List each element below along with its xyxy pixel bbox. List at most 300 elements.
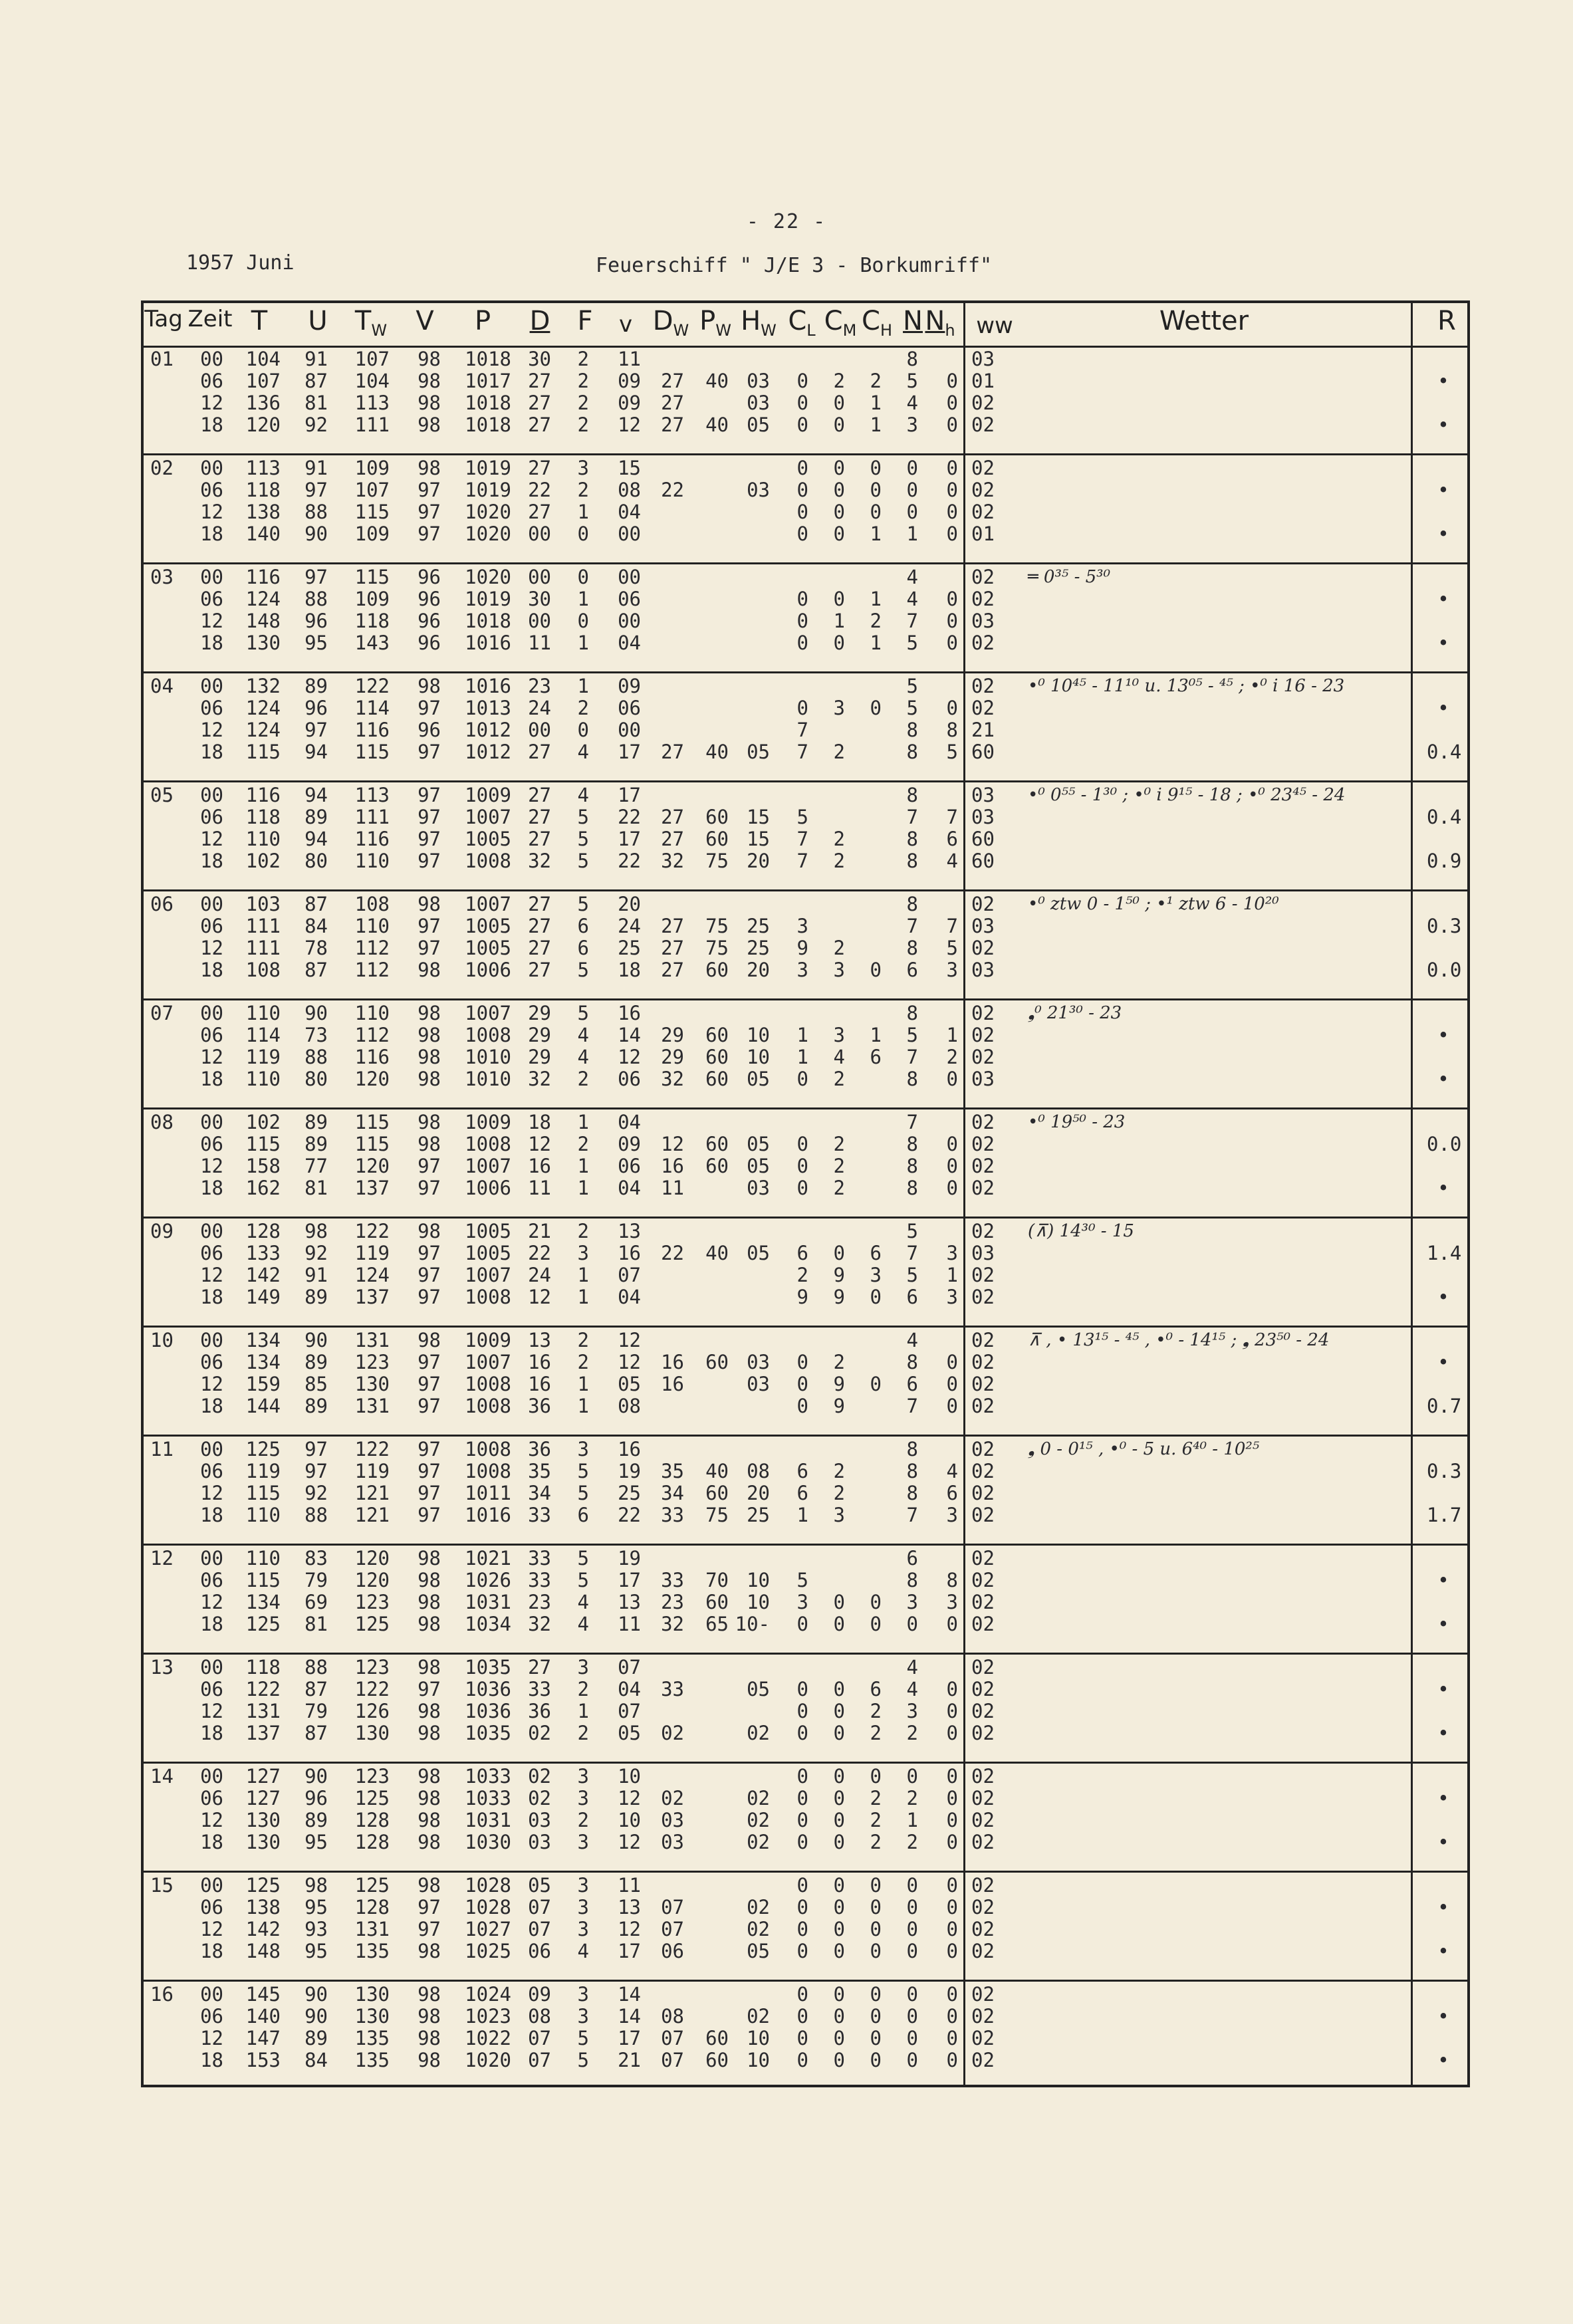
cell-p: 1006 xyxy=(465,1177,511,1199)
cell-p: 1027 xyxy=(465,1918,511,1940)
cell-t: 118 xyxy=(245,479,281,501)
cell-ch: 2 xyxy=(870,1831,882,1853)
cell-t: 125 xyxy=(245,1874,281,1897)
cell-zeit: 18 xyxy=(200,1831,223,1853)
cell-v: 98 xyxy=(418,1874,441,1897)
col-header-nh: $N_h$ xyxy=(925,306,955,340)
table-row xyxy=(144,915,1467,937)
cell-nh: 3 xyxy=(946,1504,958,1526)
cell-p: 1012 xyxy=(465,741,511,763)
cell-pw: 60 xyxy=(705,1068,729,1090)
cell-d: 06 xyxy=(528,1940,551,1962)
day-block xyxy=(144,1327,1467,1436)
cell-p: 1025 xyxy=(465,1940,511,1962)
cell-tw: 109 xyxy=(354,457,390,479)
cell-cl: 0 xyxy=(796,1787,808,1809)
cell-t: 138 xyxy=(245,501,281,523)
cell-wetter: •⁰ ztw 0 - 1⁵⁰ ; •¹ ztw 6 - 10²⁰ xyxy=(1028,894,1279,914)
cell-tw: 120 xyxy=(354,1547,390,1569)
day-block xyxy=(144,564,1467,673)
cell-u: 89 xyxy=(304,1286,328,1308)
cell-n: 8 xyxy=(906,741,918,763)
cell-v: 98 xyxy=(418,2005,441,2028)
cell-p: 1010 xyxy=(465,1046,511,1068)
cell-ww: 02 xyxy=(971,2049,995,2071)
cell-cl: 6 xyxy=(796,1242,808,1264)
cell-u: 97 xyxy=(304,1438,328,1460)
cell-f: 1 xyxy=(577,1700,589,1722)
cell-p: 1019 xyxy=(465,479,511,501)
cell-ch: 0 xyxy=(870,501,882,523)
table-row xyxy=(144,719,1467,741)
cell-tw: 135 xyxy=(354,1940,390,1962)
cell-cm: 0 xyxy=(833,2005,845,2028)
cell-ch: 2 xyxy=(870,1700,882,1722)
table-row xyxy=(144,1569,1467,1591)
cell-d: 27 xyxy=(528,392,551,414)
cell-ch: 0 xyxy=(870,959,882,981)
cell-vv: 10 xyxy=(618,1809,641,1831)
cell-p: 1007 xyxy=(465,1155,511,1177)
cell-hw: 02 xyxy=(747,1918,770,1940)
col-header-d: D xyxy=(529,306,550,336)
cell-zeit: 00 xyxy=(200,784,223,806)
cell-f: 5 xyxy=(577,1460,589,1482)
cell-n: 4 xyxy=(906,1656,918,1679)
cell-d: 27 xyxy=(528,893,551,915)
cell-n: 5 xyxy=(906,632,918,654)
cell-hw: 05 xyxy=(747,1678,770,1700)
cell-v: 96 xyxy=(418,566,441,588)
cell-dw: 11 xyxy=(661,1177,684,1199)
cell-u: 89 xyxy=(304,1395,328,1417)
cell-n: 7 xyxy=(906,1395,918,1417)
cell-v: 98 xyxy=(418,1111,441,1133)
cell-ww: 02 xyxy=(971,1155,995,1177)
cell-p: 1010 xyxy=(465,1068,511,1090)
cell-u: 81 xyxy=(304,1177,328,1199)
cell-f: 5 xyxy=(577,1002,589,1024)
cell-v: 97 xyxy=(418,501,441,523)
cell-cm: 0 xyxy=(833,1896,845,1918)
day-separator xyxy=(144,1653,1467,1655)
cell-t: 120 xyxy=(245,413,281,436)
cell-zeit: 18 xyxy=(200,1940,223,1962)
cell-d: 32 xyxy=(528,850,551,872)
cell-p: 1018 xyxy=(465,413,511,436)
cell-n: 5 xyxy=(906,1264,918,1286)
cell-nh: 0 xyxy=(946,1177,958,1199)
table-row xyxy=(144,2028,1467,2049)
cell-t: 124 xyxy=(245,719,281,741)
cell-pw: 60 xyxy=(705,2049,729,2071)
cell-hw: 02 xyxy=(747,1722,770,1744)
day-separator xyxy=(144,1217,1467,1219)
cell-nh: 0 xyxy=(946,370,958,392)
cell-nh: 0 xyxy=(946,1918,958,1940)
cell-f: 2 xyxy=(577,370,589,392)
cell-r: 0.0 xyxy=(1427,959,1462,981)
cell-d: 16 xyxy=(528,1155,551,1177)
cell-nh: 0 xyxy=(946,1373,958,1395)
cell-hw: 15 xyxy=(747,806,770,828)
cell-n: 5 xyxy=(906,1024,918,1046)
cell-tw: 109 xyxy=(354,588,390,610)
cell-p: 1035 xyxy=(465,1722,511,1744)
cell-vv: 18 xyxy=(618,959,641,981)
cell-r: • xyxy=(1437,523,1449,545)
cell-dw: 27 xyxy=(661,937,684,959)
cell-f: 0 xyxy=(577,523,589,545)
cell-f: 2 xyxy=(577,1329,589,1351)
cell-cl: 5 xyxy=(796,1569,808,1591)
cell-vv: 17 xyxy=(618,2027,641,2049)
cell-zeit: 00 xyxy=(200,1002,223,1024)
table-row xyxy=(144,1177,1467,1199)
cell-cm: 2 xyxy=(833,937,845,959)
cell-ww: 02 xyxy=(971,2005,995,2028)
cell-nh: 6 xyxy=(946,1482,958,1504)
cell-cm: 0 xyxy=(833,2027,845,2049)
cell-dw: 27 xyxy=(661,741,684,763)
cell-dw: 29 xyxy=(661,1046,684,1068)
cell-t: 158 xyxy=(245,1155,281,1177)
cell-f: 2 xyxy=(577,392,589,414)
cell-hw: 20 xyxy=(747,850,770,872)
cell-d: 22 xyxy=(528,479,551,501)
cell-v: 97 xyxy=(418,1896,441,1918)
day-block xyxy=(144,1872,1467,1981)
cell-vv: 14 xyxy=(618,2005,641,2028)
cell-zeit: 12 xyxy=(200,937,223,959)
cell-cl: 0 xyxy=(796,1395,808,1417)
cell-cm: 3 xyxy=(833,697,845,719)
table-row xyxy=(144,501,1467,523)
day-separator xyxy=(144,1326,1467,1328)
cell-dw: 33 xyxy=(661,1504,684,1526)
cell-nh: 0 xyxy=(946,1155,958,1177)
cell-r: • xyxy=(1437,1569,1449,1591)
cell-t: 110 xyxy=(245,1002,281,1024)
cell-cl: 0 xyxy=(796,1765,808,1788)
cell-f: 5 xyxy=(577,2049,589,2071)
cell-v: 98 xyxy=(418,1700,441,1722)
table-row xyxy=(144,392,1467,414)
cell-ww: 02 xyxy=(971,1220,995,1242)
cell-zeit: 00 xyxy=(200,566,223,588)
cell-dw: 07 xyxy=(661,2027,684,2049)
cell-vv: 07 xyxy=(618,1656,641,1679)
cell-r: • xyxy=(1437,697,1449,719)
cell-cl: 6 xyxy=(796,1482,808,1504)
cell-ww: 60 xyxy=(971,850,995,872)
cell-vv: 12 xyxy=(618,1787,641,1809)
cell-pw: 40 xyxy=(705,1460,729,1482)
cell-v: 97 xyxy=(418,937,441,959)
cell-r: 0.4 xyxy=(1427,741,1462,763)
cell-vv: 11 xyxy=(618,1613,641,1635)
cell-cl: 0 xyxy=(796,370,808,392)
cell-d: 27 xyxy=(528,370,551,392)
cell-t: 110 xyxy=(245,1068,281,1090)
column-header-row xyxy=(144,303,1467,348)
cell-f: 3 xyxy=(577,1874,589,1897)
cell-ch: 0 xyxy=(870,1373,882,1395)
cell-zeit: 12 xyxy=(200,501,223,523)
cell-ww: 02 xyxy=(971,893,995,915)
cell-f: 3 xyxy=(577,1831,589,1853)
cell-v: 97 xyxy=(418,1286,441,1308)
cell-f: 4 xyxy=(577,1591,589,1613)
header-date: 1957 Juni xyxy=(186,251,295,275)
cell-hw: 05 xyxy=(747,741,770,763)
col-header-hw: $H_W$ xyxy=(741,306,777,340)
cell-dw: 32 xyxy=(661,1613,684,1635)
cell-nh: 4 xyxy=(946,850,958,872)
cell-nh: 1 xyxy=(946,1024,958,1046)
cell-d: 27 xyxy=(528,413,551,436)
cell-vv: 12 xyxy=(618,413,641,436)
cell-vv: 13 xyxy=(618,1220,641,1242)
cell-hw: 02 xyxy=(747,1787,770,1809)
cell-zeit: 18 xyxy=(200,959,223,981)
cell-p: 1008 xyxy=(465,850,511,872)
cell-n: 8 xyxy=(906,1068,918,1090)
cell-wetter: ═ 0³⁵ - 5³⁰ xyxy=(1028,567,1111,587)
cell-u: 89 xyxy=(304,675,328,697)
cell-n: 3 xyxy=(906,413,918,436)
cell-n: 7 xyxy=(906,610,918,632)
table-row xyxy=(144,1242,1467,1264)
day-block xyxy=(144,346,1467,455)
day-label: 11 xyxy=(150,1438,174,1460)
col-header-cm: $C_M$ xyxy=(824,306,857,340)
col-header-cl: $C_L$ xyxy=(788,306,816,340)
cell-pw: 60 xyxy=(705,1046,729,1068)
cell-t: 148 xyxy=(245,1940,281,1962)
cell-zeit: 18 xyxy=(200,741,223,763)
cell-v: 98 xyxy=(418,675,441,697)
cell-cl: 0 xyxy=(796,1940,808,1962)
cell-t: 131 xyxy=(245,1700,281,1722)
cell-cm: 0 xyxy=(833,479,845,501)
cell-f: 5 xyxy=(577,1482,589,1504)
cell-r: 1.7 xyxy=(1427,1504,1462,1526)
cell-f: 2 xyxy=(577,348,589,370)
cell-tw: 125 xyxy=(354,1613,390,1635)
cell-n: 8 xyxy=(906,1569,918,1591)
cell-t: 115 xyxy=(245,741,281,763)
cell-cm: 0 xyxy=(833,501,845,523)
cell-ch: 2 xyxy=(870,1722,882,1744)
cell-d: 36 xyxy=(528,1700,551,1722)
col-header-tw: $T_W$ xyxy=(354,306,388,340)
cell-r: • xyxy=(1437,1177,1449,1199)
cell-d: 27 xyxy=(528,501,551,523)
cell-zeit: 00 xyxy=(200,457,223,479)
col-header-pw: $P_W$ xyxy=(699,306,731,340)
cell-p: 1026 xyxy=(465,1569,511,1591)
cell-cl: 0 xyxy=(796,1874,808,1897)
cell-cm: 0 xyxy=(833,1787,845,1809)
cell-nh: 3 xyxy=(946,1591,958,1613)
cell-hw: 02 xyxy=(747,2005,770,2028)
cell-hw: 25 xyxy=(747,915,770,937)
cell-d: 23 xyxy=(528,1591,551,1613)
cell-ww: 02 xyxy=(971,697,995,719)
cell-f: 5 xyxy=(577,2027,589,2049)
cell-t: 111 xyxy=(245,937,281,959)
cell-cm: 0 xyxy=(833,1874,845,1897)
cell-hw: 05 xyxy=(747,1133,770,1155)
cell-cm: 0 xyxy=(833,1613,845,1635)
cell-f: 3 xyxy=(577,1896,589,1918)
table-row xyxy=(144,1373,1467,1395)
cell-zeit: 06 xyxy=(200,1460,223,1482)
cell-nh: 0 xyxy=(946,1678,958,1700)
cell-tw: 115 xyxy=(354,566,390,588)
cell-nh: 0 xyxy=(946,1133,958,1155)
cell-u: 89 xyxy=(304,1111,328,1133)
cell-f: 5 xyxy=(577,806,589,828)
cell-p: 1007 xyxy=(465,1351,511,1373)
cell-ww: 02 xyxy=(971,1722,995,1744)
cell-vv: 09 xyxy=(618,370,641,392)
cell-dw: 27 xyxy=(661,392,684,414)
cell-nh: 0 xyxy=(946,610,958,632)
col-header-zeit: Zeit xyxy=(187,306,233,332)
table-row xyxy=(144,566,1467,588)
cell-ch: 6 xyxy=(870,1678,882,1700)
cell-dw: 06 xyxy=(661,1940,684,1962)
cell-ww: 02 xyxy=(971,479,995,501)
cell-n: 8 xyxy=(906,1177,918,1199)
cell-p: 1028 xyxy=(465,1896,511,1918)
cell-f: 4 xyxy=(577,741,589,763)
col-header-tag: Tag xyxy=(144,306,183,332)
cell-n: 4 xyxy=(906,392,918,414)
table-row xyxy=(144,1024,1467,1046)
cell-v: 97 xyxy=(418,1155,441,1177)
cell-dw: 32 xyxy=(661,850,684,872)
cell-hw: 05 xyxy=(747,1242,770,1264)
cell-cl: 0 xyxy=(796,1177,808,1199)
cell-dw: 22 xyxy=(661,479,684,501)
cell-vv: 22 xyxy=(618,806,641,828)
cell-t: 102 xyxy=(245,1111,281,1133)
cell-v: 97 xyxy=(418,784,441,806)
cell-cl: 0 xyxy=(796,523,808,545)
cell-ww: 02 xyxy=(971,1351,995,1373)
cell-d: 12 xyxy=(528,1133,551,1155)
cell-dw: 27 xyxy=(661,370,684,392)
cell-d: 29 xyxy=(528,1046,551,1068)
cell-zeit: 00 xyxy=(200,1220,223,1242)
cell-v: 98 xyxy=(418,1068,441,1090)
cell-u: 96 xyxy=(304,697,328,719)
cell-zeit: 00 xyxy=(200,1765,223,1788)
cell-cl: 0 xyxy=(796,1155,808,1177)
cell-cl: 0 xyxy=(796,413,808,436)
cell-p: 1007 xyxy=(465,1264,511,1286)
cell-p: 1016 xyxy=(465,1504,511,1526)
cell-t: 107 xyxy=(245,370,281,392)
day-block xyxy=(144,891,1467,1000)
cell-cl: 0 xyxy=(796,610,808,632)
cell-zeit: 06 xyxy=(200,1351,223,1373)
table-row xyxy=(144,1897,1467,1918)
cell-u: 88 xyxy=(304,1046,328,1068)
cell-f: 1 xyxy=(577,1286,589,1308)
cell-ww: 02 xyxy=(971,1460,995,1482)
cell-vv: 22 xyxy=(618,850,641,872)
cell-p: 1036 xyxy=(465,1700,511,1722)
cell-f: 3 xyxy=(577,457,589,479)
cell-n: 6 xyxy=(906,1547,918,1569)
cell-u: 98 xyxy=(304,1874,328,1897)
day-label: 05 xyxy=(150,784,174,806)
cell-v: 98 xyxy=(418,1591,441,1613)
cell-ww: 01 xyxy=(971,370,995,392)
cell-hw: 03 xyxy=(747,370,770,392)
cell-d: 33 xyxy=(528,1547,551,1569)
cell-d: 36 xyxy=(528,1395,551,1417)
cell-cl: 0 xyxy=(796,1983,808,2006)
cell-ww: 02 xyxy=(971,1177,995,1199)
cell-t: 162 xyxy=(245,1177,281,1199)
cell-wetter: •⁰ 19⁵⁰ - 23 xyxy=(1028,1112,1126,1132)
cell-t: 110 xyxy=(245,1504,281,1526)
cell-nh: 0 xyxy=(946,1351,958,1373)
cell-tw: 112 xyxy=(354,959,390,981)
cell-t: 149 xyxy=(245,1286,281,1308)
cell-zeit: 12 xyxy=(200,1809,223,1831)
cell-v: 96 xyxy=(418,588,441,610)
col-header-ww: ww xyxy=(976,312,1013,339)
table-row xyxy=(144,893,1467,915)
cell-nh: 4 xyxy=(946,1460,958,1482)
cell-d: 27 xyxy=(528,806,551,828)
cell-nh: 0 xyxy=(946,588,958,610)
cell-tw: 135 xyxy=(354,2027,390,2049)
cell-dw: 02 xyxy=(661,1787,684,1809)
cell-tw: 130 xyxy=(354,1373,390,1395)
cell-nh: 3 xyxy=(946,1286,958,1308)
cell-r: • xyxy=(1437,1286,1449,1308)
cell-cm: 2 xyxy=(833,1155,845,1177)
cell-vv: 17 xyxy=(618,828,641,850)
cell-nh: 1 xyxy=(946,1264,958,1286)
cell-cm: 9 xyxy=(833,1264,845,1286)
cell-p: 1024 xyxy=(465,1983,511,2006)
cell-zeit: 18 xyxy=(200,523,223,545)
cell-n: 0 xyxy=(906,1896,918,1918)
cell-u: 94 xyxy=(304,784,328,806)
cell-cl: 0 xyxy=(796,1373,808,1395)
cell-v: 98 xyxy=(418,348,441,370)
col-header-wetter: Wetter xyxy=(1159,306,1249,336)
cell-n: 8 xyxy=(906,1351,918,1373)
cell-r: • xyxy=(1437,1613,1449,1635)
cell-t: 133 xyxy=(245,1242,281,1264)
cell-p: 1007 xyxy=(465,893,511,915)
cell-u: 80 xyxy=(304,850,328,872)
cell-p: 1034 xyxy=(465,1613,511,1635)
table-row xyxy=(144,850,1467,872)
cell-v: 98 xyxy=(418,1765,441,1788)
cell-ch: 0 xyxy=(870,1613,882,1635)
cell-v: 97 xyxy=(418,1373,441,1395)
